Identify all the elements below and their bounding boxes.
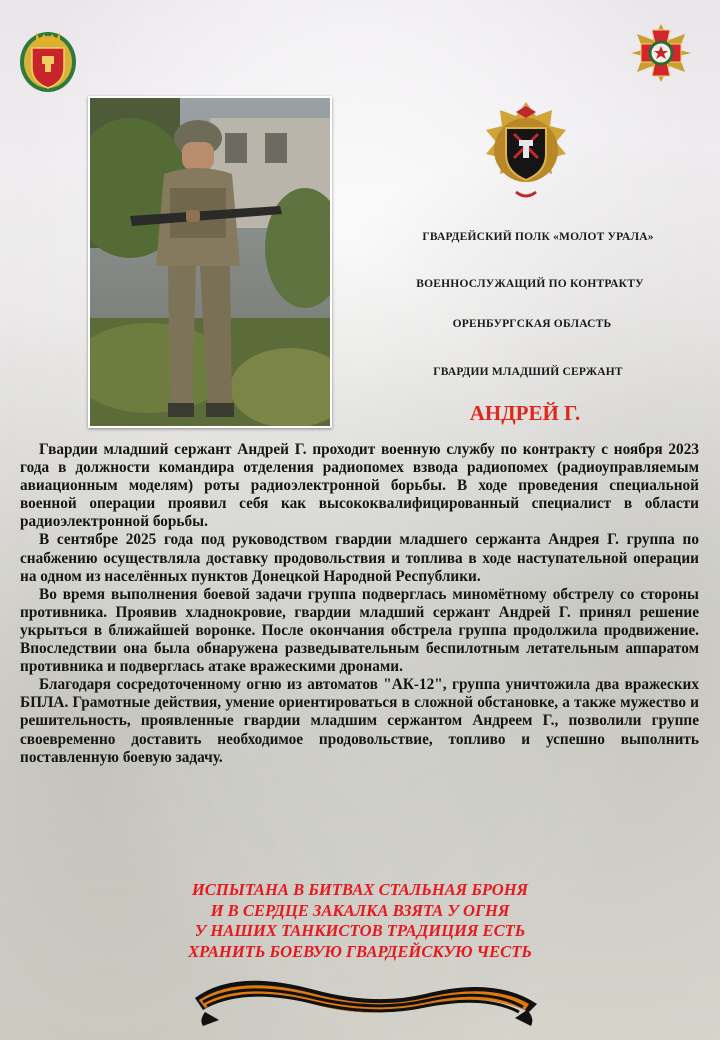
soldier-name: АНДРЕЙ Г. [469, 401, 581, 425]
paragraph: Во время выполнения боевой задачи группа подверглась миномётному обстрелу со стороны противника. Проявив хладнокровие, гвардии младший сержант Андрей Г. принял решение укрыться в ближайшей воронке. После окончания обстрела группа продолжила продвижение. Впоследствии она была обнаружена разведывательным беспилотным летательным аппаратом противника и подверглась атаке вражескими дронами. [20, 585, 699, 676]
poem-line: И В СЕРДЦЕ ЗАКАЛКА ВЗЯТА У ОГНЯ [210, 900, 510, 920]
soldier-photo [88, 96, 332, 428]
biography-text [20, 441, 699, 767]
poem-line: У НАШИХ ТАНКИСТОВ ТРАДИЦИЯ ЕСТЬ [194, 921, 526, 940]
service-type: ВОЕННОСЛУЖАЩИЙ ПО КОНТРАКТУ [416, 278, 644, 290]
paragraph: В сентябре 2025 года под руководством гвардии младшего сержанта Андрея Г. группа по снабжению осуществляла доставку продовольствия и топлива в ходе наступательной операции на одном из населённых пунктов Донецкой Народной Республики. [20, 531, 699, 585]
regiment-emblem-icon [478, 98, 574, 204]
poem-line: ИСПЫТАНА В БИТВАХ СТАЛЬНАЯ БРОНЯ [191, 880, 529, 899]
st-george-ribbon-icon [195, 972, 537, 1028]
region-coat-of-arms-icon [18, 22, 78, 94]
unit-name: ГВАРДЕЙСКИЙ ПОЛК «МОЛОТ УРАЛА» [422, 231, 654, 243]
poem-line: ХРАНИТЬ БОЕВУЮ ГВАРДЕЙСКУЮ ЧЕСТЬ [188, 941, 532, 961]
paragraph: Гвардии младший сержант Андрей Г. проходит военную службу по контракту с ноября 2023 года в должности командира отделения радиопомех взвода радиопомех (радиоуправляемым авиационным моделям) роты радиоэлектронной борьбы. В ходе проведения специальной военной операции проявил себя как высококвалифицированный специалист в области радиоэлектронной борьбы. [20, 441, 699, 531]
order-cross-icon [630, 22, 692, 84]
paragraph: Благодаря сосредоточенному огню из автоматов "АК-12", группа уничтожила два вражеских БПЛА. Грамотные действия, умение ориентироваться в сложной обстановке, а также мужество и решительность, проявленные гвардии младшим сержантом Андреем Г., позволили группе своевременно доставить необходимое продовольствие, топливо и успешно выполнить поставленную боевую задачу. [20, 676, 699, 766]
motto-poem [110, 880, 610, 962]
region: ОРЕНБУРГСКАЯ ОБЛАСТЬ [452, 318, 612, 330]
rank: ГВАРДИИ МЛАДШИЙ СЕРЖАНТ [433, 366, 623, 378]
